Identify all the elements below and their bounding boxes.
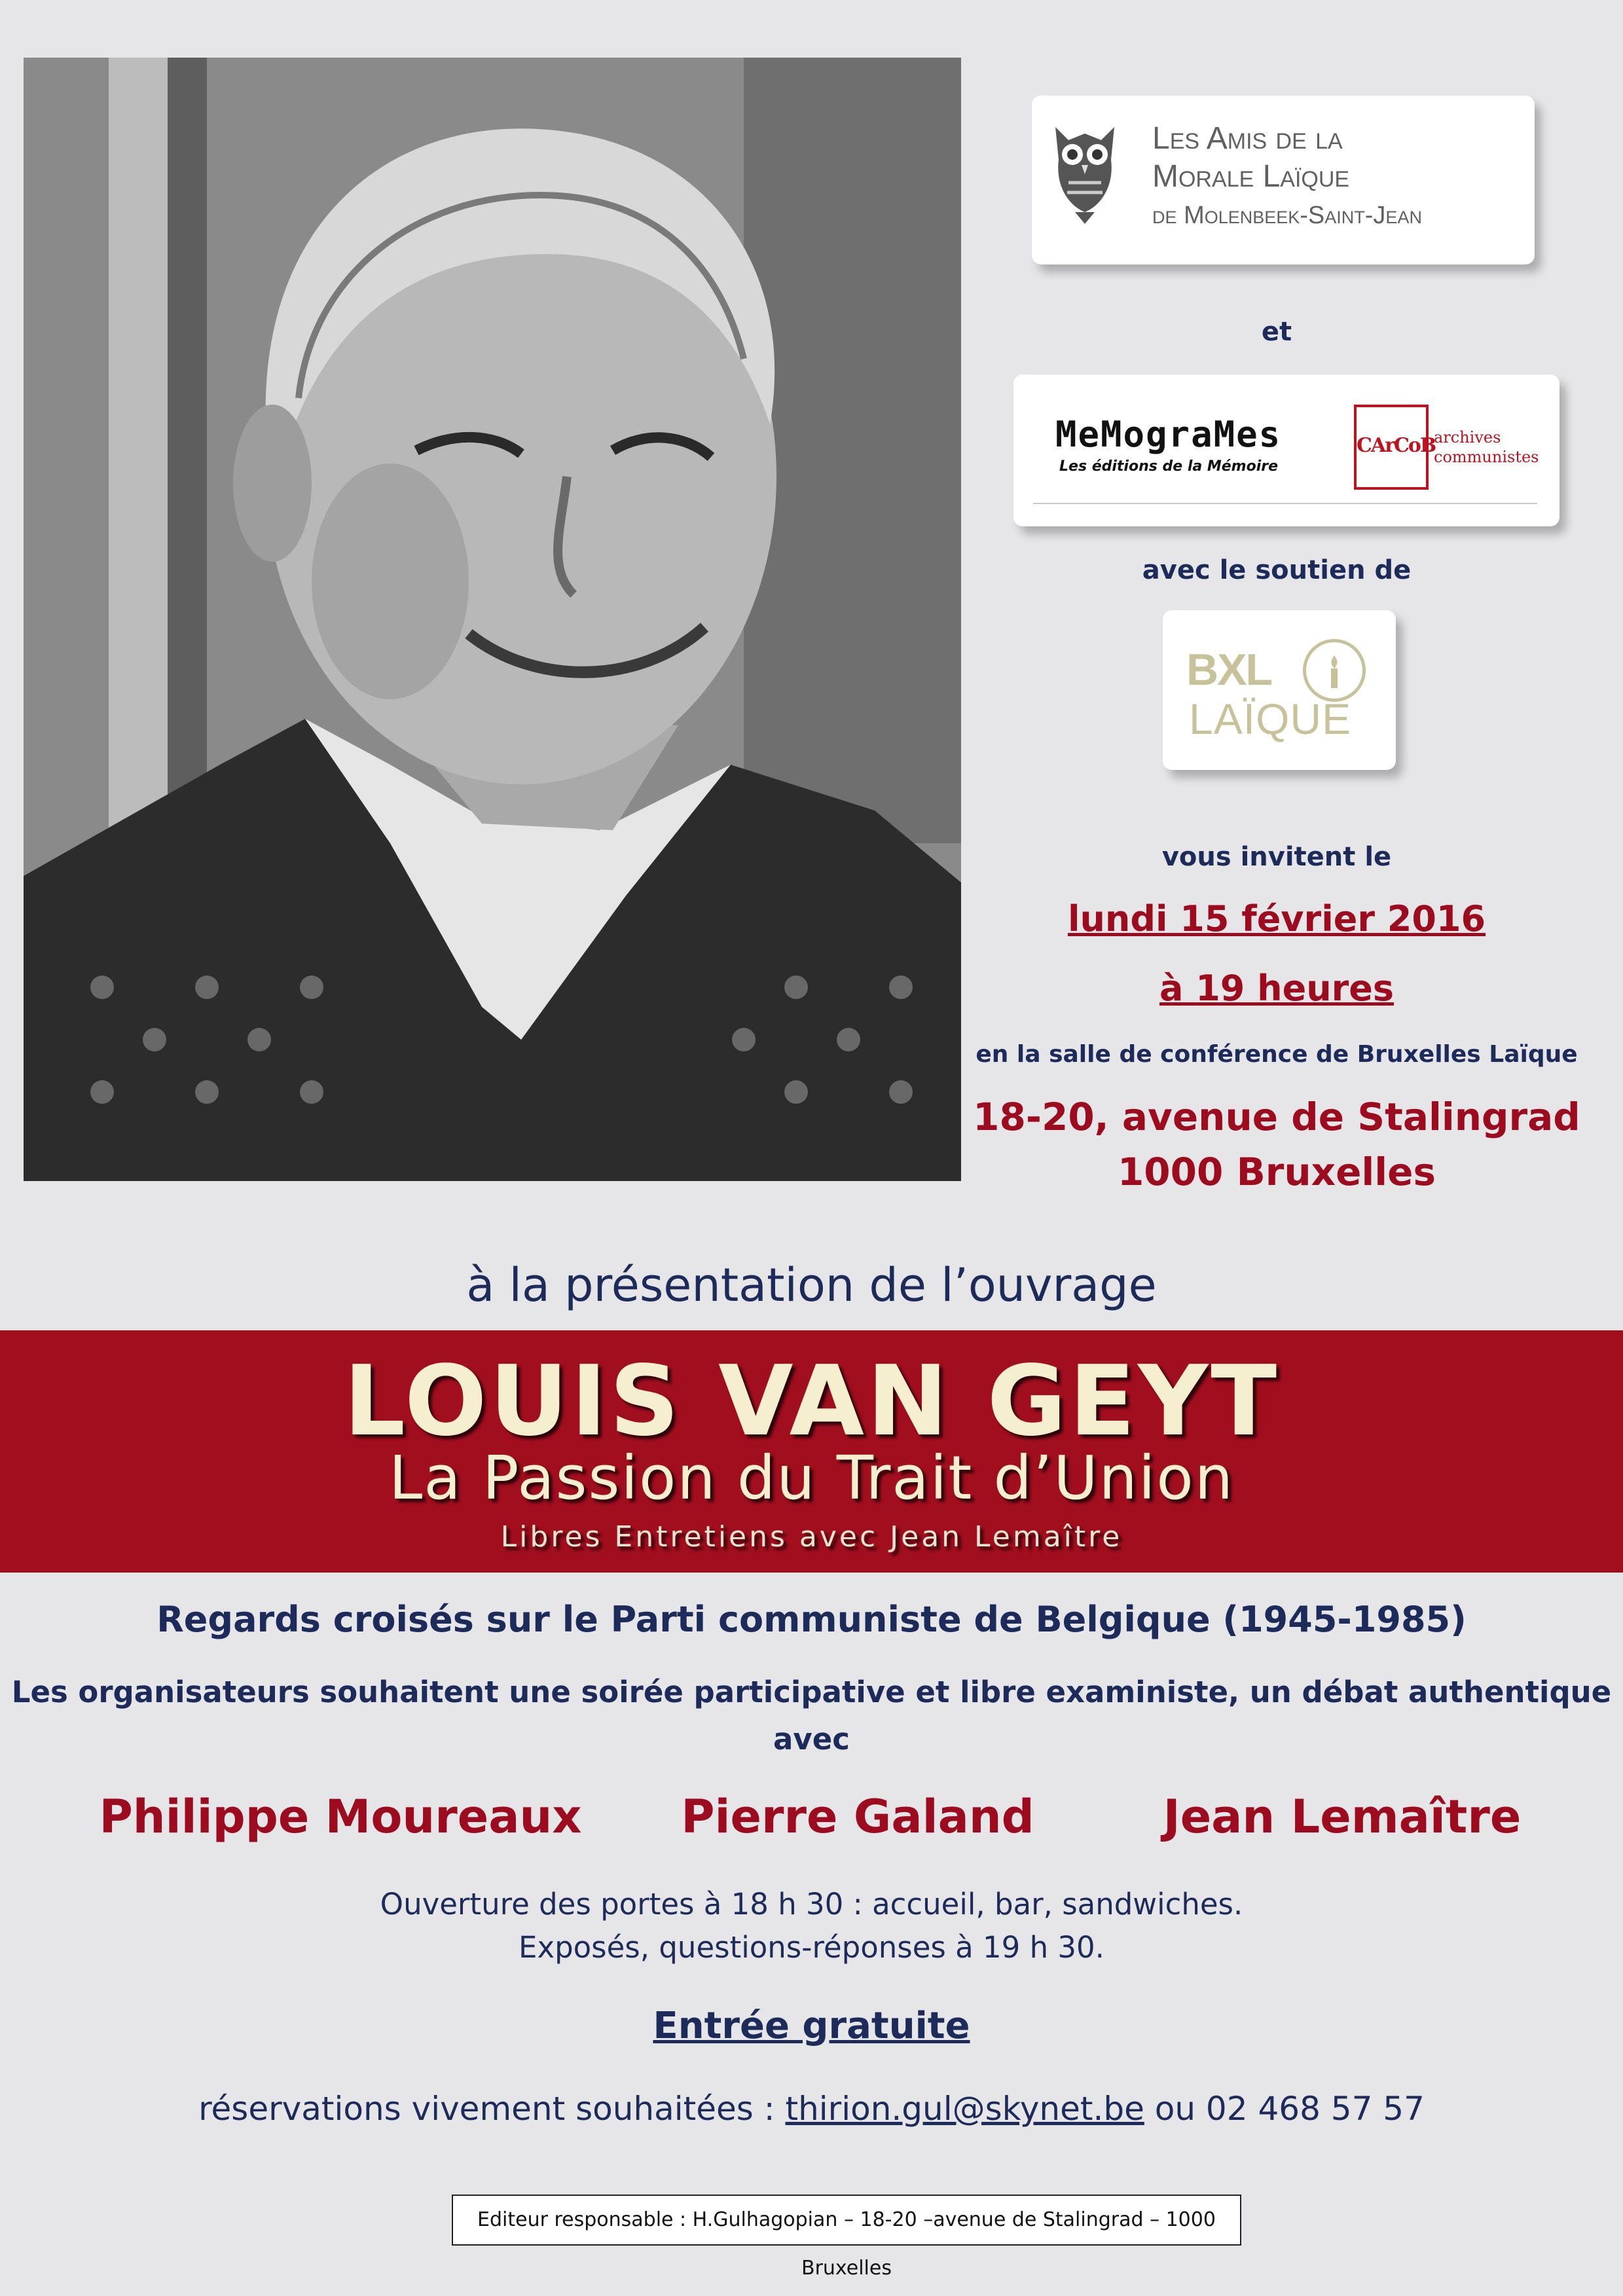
reservations (0, 2090, 1623, 2128)
organizers-line-2: avec (773, 1722, 850, 1757)
event-date: lundi 15 février 2016 (1067, 898, 1486, 939)
carcob-communistes: communistes (1434, 448, 1539, 466)
editor-responsable: Editeur responsable : H.Gulhagopian – 18-20 –avenue de Stalingrad – 1000 Bruxelles (452, 2195, 1241, 2246)
bxl-line-2: LAÏQUE (1189, 695, 1352, 743)
amis-morale-laique-logo (1032, 96, 1535, 264)
book-title: LOUIS VAN GEYT (343, 1345, 1280, 1457)
carcob-archives: archives (1434, 428, 1501, 446)
owl-icon (1049, 114, 1121, 225)
amis-line-1: Les Amis de la (1152, 121, 1343, 156)
speaker-1: Philippe Moureaux (99, 1790, 582, 1844)
bxl-line-1: BXL (1186, 645, 1271, 695)
event-time: à 19 heures (1159, 968, 1395, 1009)
bxl-laique-logo (1163, 610, 1396, 770)
address-line-1: 18-20, avenue de Stalingrad (973, 1095, 1580, 1139)
memogrames-tagline: Les éditions de la Mémoire (1059, 458, 1279, 475)
memogrames-name: MeMograMes (1055, 414, 1282, 455)
invite-text: vous invitent le (1161, 842, 1392, 872)
amis-line-2: Morale Laïque (1152, 159, 1350, 194)
address-line-2: 1000 Bruxelles (1117, 1150, 1436, 1194)
speaker-3: Jean Lemaître (1163, 1790, 1522, 1844)
reservation-prefix: réservations vivement souhaitées : (198, 2090, 786, 2128)
reservation-phone: ou 02 468 57 57 (1144, 2090, 1425, 2128)
presentation-intro: à la présentation de l’ouvrage (466, 1258, 1157, 1312)
venue: en la salle de conférence de Bruxelles Laïque (976, 1041, 1578, 1068)
memogrames-carcob-logo (1013, 374, 1559, 526)
book-byline: Libres Entretiens avec Jean Lemaître (500, 1520, 1123, 1554)
portrait-photo (24, 58, 961, 1181)
memo-divider (1033, 503, 1537, 504)
support-label: avec le soutien de (1142, 555, 1412, 585)
torch-emblem-icon (1303, 639, 1366, 702)
theme: Regards croisés sur le Parti communiste de Belgique (1945-1985) (156, 1599, 1467, 1640)
carcob-letters: CArCoB (1357, 434, 1436, 457)
schedule-line-1: Ouverture des portes à 18 h 30 : accueil, bar, sandwiches. (380, 1887, 1243, 1922)
reservation-email-link[interactable]: thirion.gul@skynet.be (785, 2090, 1144, 2128)
book-subtitle: La Passion du Trait d’Union (388, 1443, 1234, 1513)
schedule-line-2: Exposés, questions-réponses à 19 h 30. (519, 1930, 1104, 1965)
connector-et: et (1261, 317, 1292, 347)
amis-line-3: de Molenbeek-Saint-Jean (1152, 202, 1422, 229)
organizers-line-1: Les organisateurs souhaitent une soirée participative et libre exaministe, un débat authentique (11, 1675, 1612, 1709)
carcob-emblem (1354, 405, 1436, 490)
book-title-banner (0, 1330, 1623, 1573)
entry-free: Entrée gratuite (653, 2005, 970, 2047)
speaker-2: Pierre Galand (681, 1790, 1034, 1844)
